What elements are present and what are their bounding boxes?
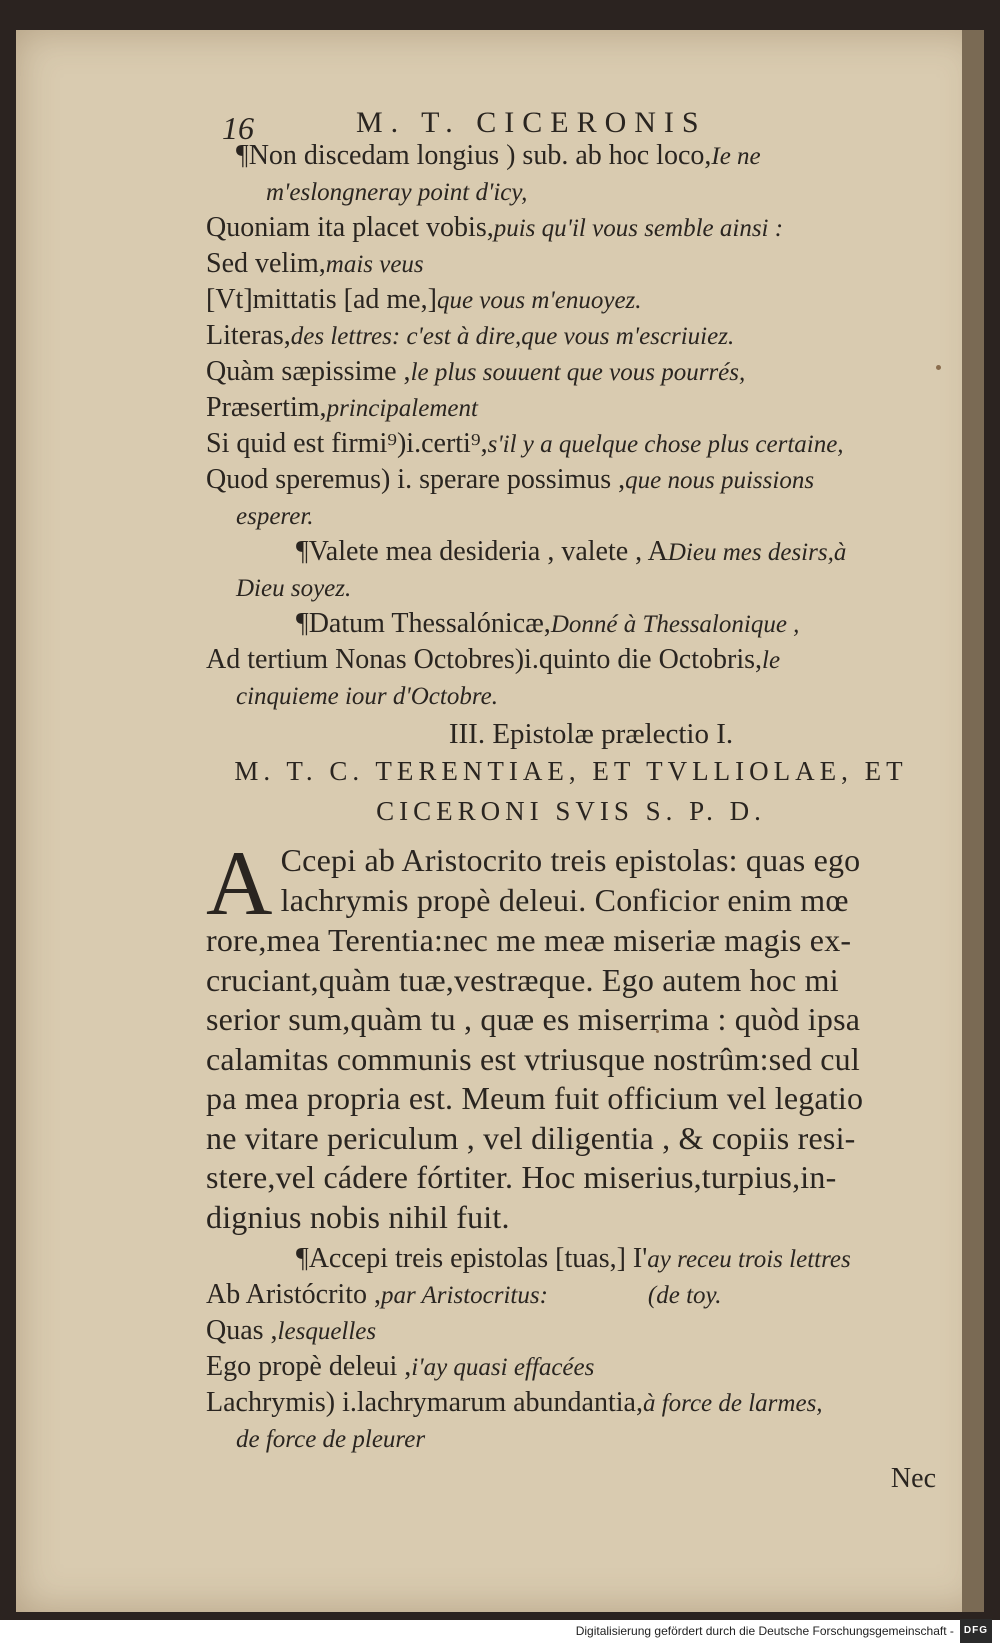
page-number: 16 bbox=[222, 110, 254, 146]
gloss-line: Quod speremus) i. sperare possimus ,que nous puissions bbox=[206, 464, 815, 495]
gloss-line: Quàm sæpissime ,le plus souuent que vous pourrés, bbox=[206, 356, 746, 387]
letter-line: cruciant,quàm tuæ,vestræque. Ego autem hoc mi bbox=[206, 961, 839, 998]
gloss-line: cinquieme iour d'Octobre. bbox=[236, 683, 498, 710]
digitization-footer bbox=[576, 1620, 992, 1642]
page-content bbox=[206, 78, 936, 1495]
paper-spot bbox=[936, 365, 941, 370]
gloss-line: Si quid est firmi⁹)i.certi⁹,s'il y a quelque chose plus certaine, bbox=[206, 428, 844, 459]
letter-line: Ccepi ab Aristocrito treis epistolas: quas ego bbox=[280, 842, 861, 878]
page-header bbox=[206, 78, 936, 146]
book-page bbox=[16, 30, 984, 1612]
gloss-line: Ab Aristócrito ,par Aristocritus: (de toy. bbox=[206, 1279, 722, 1310]
gloss-line: [Vt]mittatis [ad me,]que vous m'enuoyez. bbox=[206, 284, 642, 315]
section-title: III. Epistolæ prælectio I. bbox=[448, 718, 734, 750]
gloss-line: de force de pleurer bbox=[236, 1426, 426, 1453]
letter-body bbox=[206, 832, 936, 1237]
letter-line: serior sum,quàm tu , quæ es miserrima : quòd ipsa bbox=[206, 1001, 861, 1037]
gloss-line: Ad tertium Nonas Octobres)i.quinto die Octobris,le bbox=[206, 644, 781, 675]
gloss-line: m'eslongneray point d'icy, bbox=[266, 179, 528, 206]
gloss-bottom bbox=[206, 1241, 936, 1457]
gloss-line: ¶Datum Thessalónicæ,Donné à Thessalonique , bbox=[296, 608, 800, 639]
catchword: Nec bbox=[890, 1463, 936, 1494]
letter-line: ne vitare periculum , vel diligentia , & copiis resi- bbox=[206, 1119, 856, 1156]
page-edge bbox=[962, 30, 984, 1612]
gloss-line: Sed velim,mais veus bbox=[206, 248, 424, 279]
letter-line: stere,vel cádere fórtiter. Hoc miserius,turpius,in- bbox=[206, 1159, 837, 1195]
letter-line: lachrymis propè deleui. Conficior enim mœ bbox=[280, 881, 849, 918]
gloss-line: ¶Valete mea desideria , valete , ADieu mes desirs,à bbox=[296, 536, 847, 567]
gloss-line: Quoniam ita placet vobis,puis qu'il vous semble ainsi : bbox=[206, 212, 784, 243]
letter-line: rore,mea Terentia:nec me meæ miseriæ magis ex- bbox=[206, 922, 852, 958]
dfg-logo: DFG bbox=[960, 1619, 992, 1643]
gloss-line: Dieu soyez. bbox=[236, 575, 352, 602]
gloss-line: ¶Accepi treis epistolas [tuas,] I'ay receu trois lettres bbox=[296, 1243, 851, 1274]
gloss-line: Lachrymis) i.lachrymarum abundantia,à force de larmes, bbox=[206, 1387, 823, 1418]
letter-heading-line-2: CICERONI SVIS S. P. D. bbox=[376, 796, 766, 826]
letter-line: pa mea propria est. Meum fuit officium vel legatio bbox=[206, 1080, 864, 1116]
gloss-line: ¶Non discedam longius ) sub. ab hoc loco,Ie ne bbox=[236, 140, 761, 171]
footer-credit: Digitalisierung gefördert durch die Deutsche Forschungsgemeinschaft - bbox=[575, 1624, 954, 1638]
letter-heading-line-1: M. T. C. TERENTIAE, ET TVLLIOLAE, ET bbox=[234, 756, 908, 786]
running-title: M. T. CICERONIS bbox=[356, 106, 707, 139]
letter-line: calamitas communis est vtriusque nostrûm:sed cul bbox=[206, 1040, 860, 1077]
drop-cap: A bbox=[206, 832, 273, 934]
letter-line: dignius nobis nihil fuit. bbox=[206, 1198, 510, 1235]
gloss-line: Literas,des lettres: c'est à dire,que vous m'escriuiez. bbox=[206, 320, 735, 351]
gloss-top bbox=[206, 138, 936, 714]
gloss-line: Quas ,lesquelles bbox=[206, 1315, 377, 1346]
gloss-line: Præsertim,principalement bbox=[206, 392, 478, 423]
gloss-line: Ego propè deleui ,i'ay quasi effacées bbox=[206, 1351, 595, 1382]
gloss-line: esperer. bbox=[236, 503, 314, 530]
